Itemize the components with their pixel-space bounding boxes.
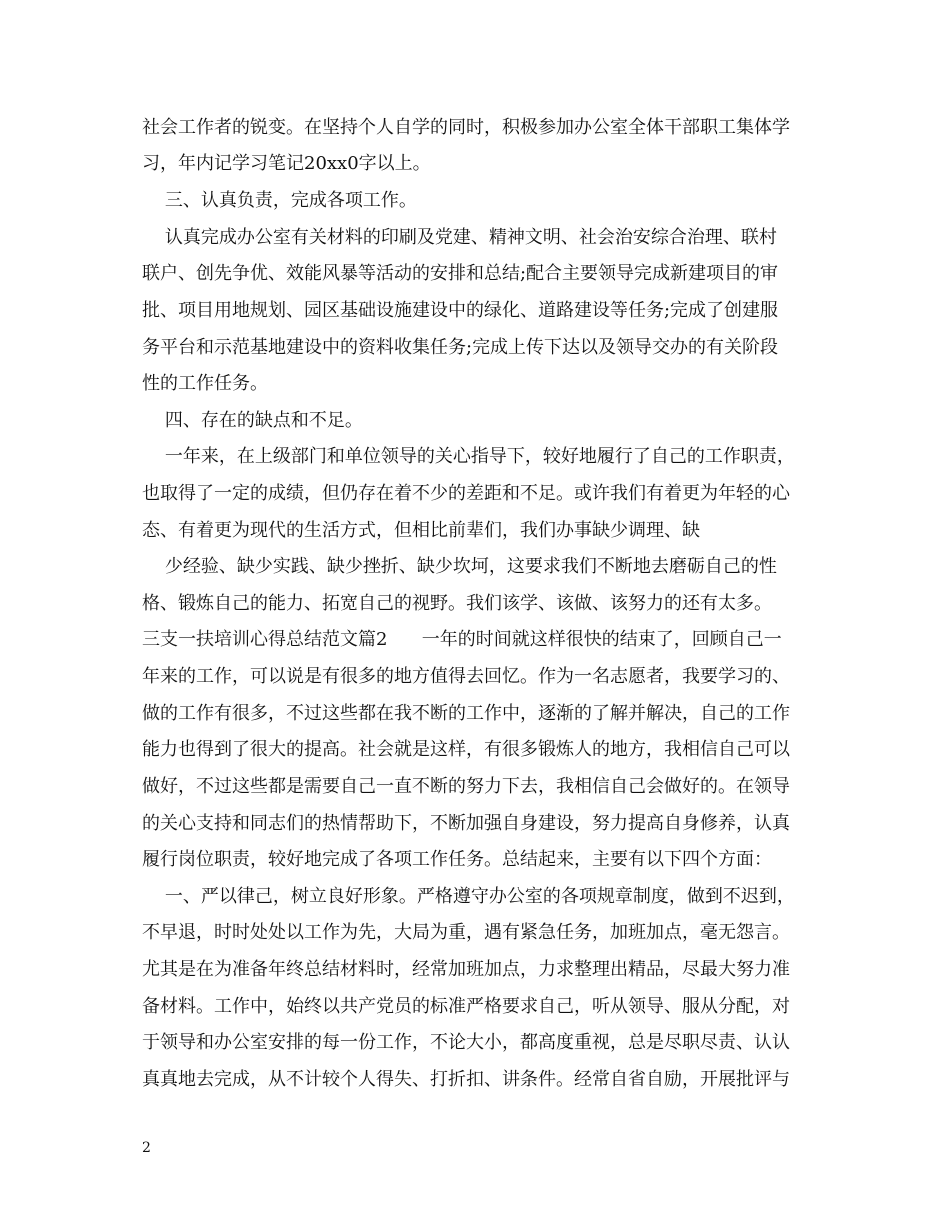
text-line: 做好，不过这些都是需要自己一直不断的努力下去，我相信自己会做好的。在领导 [142,776,790,797]
text-line: 批、项目用地规划、园区基础设施建设中的绿化、道路建设等任务;完成了创建服 [142,300,779,321]
text-line: 于领导和办公室安排的每一份工作，不论大小，都高度重视，总是尽职尽责、认认 [142,1032,790,1053]
text-line: 务平台和示范基地建设中的资料收集任务;完成上传下达以及领导交办的有关阶段 [142,337,779,358]
text-line: 真真地去完成，从不计较个人得失、打折扣、讲条件。经常自省自励，开展批评与 [142,1069,790,1090]
text-line: 格、锻炼自己的能力、拓宽自己的视野。我们该学、该做、该努力的还有太多。 [142,593,772,614]
text-line: 的关心支持和同志们的热情帮助下，不断加强自身建设，努力提高自身修养，认真 [142,813,790,834]
text-line: 做的工作有很多，不过这些都在我不断的工作中，逐渐的了解并解决，自己的工作 [142,703,790,724]
text-line: 不早退，时时处处以工作为先，大局为重，遇有紧急任务，加班加点，毫无怨言。 [142,922,790,943]
text-line: 也取得了一定的成绩，但仍存在着不少的差距和不足。或许我们有着更为年轻的心 [142,483,790,504]
text-line: 社会工作者的锐变。在坚持个人自学的同时，积极参加办公室全体干部职工集体学 [142,117,790,138]
text-line: 尤其是在为准备年终总结材料时，经常加班加点，力求整理出精品，尽最大努力准 [142,959,790,980]
text-line: 态、有着更为现代的生活方式，但相比前辈们，我们办事缺少调理、缺 [142,520,700,541]
text-line: 一年来，在上级部门和单位领导的关心指导下，较好地履行了自己的工作职责， [142,446,795,467]
text-line: 履行岗位职责，较好地完成了各项工作任务。总结起来，主要有以下四个方面： [142,849,772,870]
text-line: 一、严以律己，树立良好形象。严格遵守办公室的各项规章制度，做到不迟到， [142,886,795,907]
text-line: 年来的工作，可以说是有很多的地方值得去回忆。作为一名志愿者，我要学习的、 [142,666,790,687]
text-line: 能力也得到了很大的提高。社会就是这样，有很多锻炼人的地方，我相信自己可以 [142,739,790,760]
text-line: 性的工作任务。 [142,373,268,394]
text-line: 三、认真负责，完成各项工作。 [142,190,417,211]
text-line: 四、存在的缺点和不足。 [142,410,363,431]
text-line: 三支一扶培训心得总结范文篇2 一年的时间就这样很快的结束了，回顾自己一 [142,629,782,650]
text-line: 联户、创先争优、效能风暴等活动的安排和总结;配合主要领导完成新建项目的审 [142,263,779,284]
text-line: 备材料。工作中，始终以共产党员的标准严格要求自己，听从领导、服从分配，对 [142,996,790,1017]
page-number: 2 [142,1140,151,1156]
text-line: 习，年内记学习笔记20xx0字以上。 [142,153,431,174]
text-line: 认真完成办公室有关材料的印刷及党建、精神文明、社会治安综合治理、联村 [142,227,777,248]
text-line: 少经验、缺少实践、缺少挫折、缺少坎坷，这要求我们不断地去磨砺自己的性 [142,556,777,577]
